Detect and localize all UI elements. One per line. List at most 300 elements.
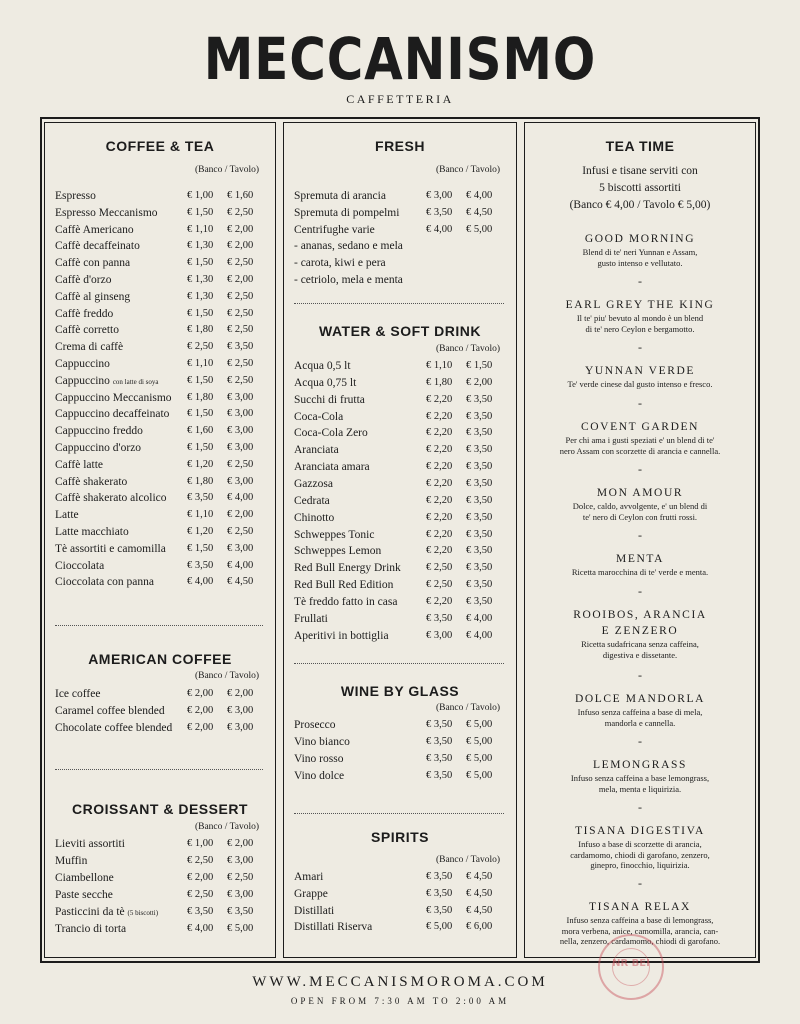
- item-name-text: Vino rosso: [294, 753, 344, 765]
- price-tavolo: € 2,00: [227, 274, 254, 285]
- item-name: [55, 440, 141, 456]
- price-banco: € 2,20: [426, 461, 453, 473]
- price-tavolo: € 4,00: [227, 492, 254, 504]
- price-banco: € 1,80: [426, 376, 453, 388]
- price-banco: € 3,50: [187, 559, 214, 571]
- tea-item: [525, 691, 755, 728]
- tea-intro-line: (Banco € 4,00 / Tavolo € 5,00): [569, 199, 711, 211]
- tea-description: gusto intenso e vellutato.: [597, 257, 683, 268]
- menu-item: [294, 510, 504, 526]
- tea-item: [525, 363, 755, 390]
- menu-item: [55, 205, 263, 221]
- price-header: (Banco / Tavolo): [435, 703, 500, 713]
- tea-description: nella, zenzero, cardamomo, chiodi di garofano.: [559, 936, 721, 946]
- menu-item: [294, 543, 504, 559]
- price-banco: € 2,20: [426, 427, 453, 439]
- price-tavolo: € 3,00: [227, 408, 254, 420]
- price-banco: € 3,50: [426, 612, 453, 624]
- price-tavolo: € 5,00: [466, 223, 493, 235]
- menu-item: [55, 222, 263, 238]
- price-tavolo: € 3,50: [466, 477, 493, 489]
- menu-item: [294, 886, 504, 902]
- tea-separator: -: [638, 528, 642, 542]
- price-tavolo: € 3,00: [227, 855, 254, 866]
- item-name-text: Gazzosa: [294, 477, 333, 490]
- item-name: [294, 577, 393, 593]
- item-name-text: Cappuccino freddo: [55, 425, 143, 438]
- price-tavolo: € 2,50: [227, 358, 254, 369]
- item-name: [294, 442, 339, 458]
- tea-name: MON AMOUR: [596, 487, 684, 499]
- item-name: [294, 919, 372, 935]
- tea-item: [525, 551, 755, 578]
- item-name-text: Cappuccino: [55, 358, 110, 370]
- item-name-text: Cappuccino: [55, 374, 110, 387]
- section-title-american-coffee: AMERICAN COFFEE: [88, 651, 232, 667]
- item-name: [55, 686, 100, 702]
- item-name: [55, 541, 166, 557]
- column-right: [524, 122, 756, 958]
- item-name-text: Caffè shakerato alcolico: [55, 492, 167, 505]
- item-name-text: Schweppes Tonic: [294, 528, 375, 541]
- section-title-tea-time: TEA TIME: [605, 138, 675, 154]
- item-name-text: Caffè decaffeinato: [55, 240, 140, 253]
- section-divider: [294, 303, 504, 304]
- price-banco: € 2,50: [187, 889, 214, 900]
- price-banco: € 1,50: [187, 408, 214, 420]
- price-header: (Banco / Tavolo): [435, 344, 500, 354]
- price-tavolo: € 2,50: [227, 324, 254, 336]
- price-banco: € 1,00: [187, 190, 214, 201]
- item-name-text: Distillati Riserva: [294, 921, 373, 934]
- price-banco: € 3,50: [426, 887, 453, 899]
- price-tavolo: € 3,00: [227, 442, 254, 453]
- item-name-text: Schweppes Lemon: [294, 545, 382, 558]
- item-name: [294, 527, 374, 543]
- item-name-text: Acqua 0,75 lt: [294, 376, 357, 389]
- menu-item: [294, 577, 504, 593]
- menu-item: [294, 375, 504, 391]
- menu-item: [55, 870, 263, 886]
- item-name: [294, 543, 381, 559]
- item-name: [55, 558, 104, 574]
- price-tavolo: € 4,00: [227, 559, 254, 571]
- item-name: [294, 734, 350, 750]
- menu-item: [294, 594, 504, 610]
- item-name-text: Coca-Cola Zero: [294, 427, 368, 440]
- item-name: [55, 390, 172, 406]
- item-name-text: - cetriolo, mela e menta: [294, 274, 403, 286]
- column-middle: [283, 122, 517, 958]
- price-banco: € 2,20: [426, 477, 453, 489]
- item-name-text: Succhi di frutta: [294, 393, 365, 406]
- price-tavolo: € 1,60: [227, 190, 254, 201]
- item-name-text: Caffè shakerato: [55, 475, 128, 488]
- item-name: [294, 425, 368, 441]
- item-name: [294, 903, 334, 919]
- item-name: [55, 373, 159, 390]
- menu-item: [294, 611, 504, 627]
- menu-item: [294, 768, 504, 784]
- menu-item: [294, 272, 504, 288]
- item-name-text: Red Bull Red Edition: [294, 579, 394, 592]
- tea-separator: -: [638, 800, 642, 814]
- menu-item: [294, 425, 504, 441]
- menu-item: [294, 392, 504, 408]
- item-name: [55, 188, 96, 204]
- menu-item: [55, 541, 263, 557]
- price-tavolo: € 5,00: [466, 753, 493, 764]
- price-tavolo: € 2,50: [227, 206, 254, 218]
- price-banco: € 1,80: [187, 324, 214, 336]
- item-name: [294, 717, 336, 733]
- menu-item: [294, 869, 504, 885]
- tea-item: [525, 297, 755, 334]
- price-banco: € 3,50: [426, 871, 453, 882]
- item-name: [294, 409, 343, 425]
- tea-name: ROOIBOS, ARANCIA: [573, 609, 707, 621]
- item-name: [55, 356, 110, 372]
- menu-item: [294, 255, 504, 271]
- item-name: [294, 886, 328, 902]
- price-banco: € 1,80: [187, 391, 214, 403]
- tea-description: Dolce, caldo, avvolgente, e' un blend di: [572, 501, 708, 511]
- price-banco: € 1,50: [187, 374, 214, 386]
- price-banco: € 3,50: [426, 206, 453, 218]
- menu-item: [55, 507, 263, 523]
- price-header: (Banco / Tavolo): [194, 822, 259, 832]
- item-name-text: Caffè Americano: [55, 223, 134, 236]
- item-name-text: Tè assortiti e camomilla: [55, 542, 166, 555]
- price-tavolo: € 2,00: [227, 838, 254, 849]
- menu-item: [55, 373, 263, 389]
- price-banco: € 1,30: [187, 240, 214, 252]
- item-name: [55, 457, 103, 473]
- price-tavolo: € 3,50: [227, 341, 254, 353]
- price-banco: € 2,00: [187, 688, 214, 699]
- price-tavolo: € 3,50: [227, 906, 254, 917]
- item-name: [294, 476, 333, 492]
- item-name: [55, 703, 165, 719]
- item-name: [294, 560, 401, 576]
- price-tavolo: € 4,00: [466, 190, 493, 201]
- item-note: (5 biscotti): [127, 909, 159, 917]
- menu-item: [55, 853, 263, 869]
- menu-item: [294, 493, 504, 509]
- menu-item: [55, 339, 263, 355]
- item-name-text: Vino dolce: [294, 770, 345, 782]
- tea-description: mela, menta e liquirizia.: [598, 783, 682, 794]
- item-name-text: Aranciata amara: [294, 461, 370, 474]
- section-title-water-soft: WATER & SOFT DRINK: [319, 323, 481, 339]
- price-header: (Banco / Tavolo): [435, 855, 500, 865]
- tea-description: ginepro, finocchio, liquirizia.: [590, 860, 690, 870]
- price-tavolo: € 2,00: [227, 509, 254, 521]
- item-name: [55, 836, 125, 852]
- item-name: [294, 272, 403, 288]
- menu-item: [55, 558, 263, 574]
- price-banco: € 1,50: [187, 307, 214, 319]
- item-name-text: Grappe: [294, 887, 328, 900]
- item-name: [294, 869, 323, 885]
- tea-name: E ZENZERO: [601, 625, 679, 637]
- menu-item: [294, 358, 504, 374]
- price-tavolo: € 3,50: [466, 393, 493, 405]
- item-name-text: Coca-Cola: [294, 410, 344, 423]
- item-name-text: Espresso Meccanismo: [55, 206, 158, 219]
- item-name-text: Latte: [55, 509, 79, 522]
- menu-item: [55, 255, 263, 271]
- menu-item: [55, 238, 263, 254]
- menu-item: [55, 904, 263, 920]
- price-banco: € 1,60: [187, 425, 214, 437]
- menu-item: [55, 887, 263, 903]
- price-tavolo: € 3,00: [227, 391, 254, 403]
- price-tavolo: € 4,00: [466, 612, 493, 624]
- tea-description: mandorla e cannella.: [604, 717, 676, 728]
- item-name: [294, 510, 334, 526]
- tea-name: TISANA RELAX: [589, 901, 691, 913]
- item-name-text: Chinotto: [294, 511, 335, 524]
- item-name-text: Chocolate coffee blended: [55, 722, 173, 734]
- item-name-text: Red Bull Energy Drink: [294, 562, 401, 575]
- tea-separator: -: [638, 396, 642, 410]
- item-name: [55, 255, 130, 271]
- price-tavolo: € 2,50: [227, 526, 254, 537]
- menu-item: [55, 921, 263, 937]
- item-name-text: - ananas, sedano e mela: [294, 240, 403, 253]
- menu-item: [55, 490, 263, 506]
- price-tavolo: € 3,50: [466, 410, 493, 422]
- tea-item: [525, 485, 755, 522]
- item-name: [55, 870, 114, 886]
- price-tavolo: € 4,50: [466, 904, 493, 916]
- item-name-text: Centrifughe varie: [294, 223, 375, 236]
- price-tavolo: € 2,50: [227, 374, 254, 386]
- price-banco: € 3,50: [426, 904, 453, 916]
- price-banco: € 3,50: [187, 906, 214, 917]
- price-tavolo: € 2,00: [227, 223, 254, 235]
- price-banco: € 2,20: [426, 393, 453, 405]
- price-tavolo: € 5,00: [466, 719, 493, 730]
- menu-item: [55, 574, 263, 590]
- price-tavolo: € 3,50: [466, 579, 493, 591]
- tea-description: Blend di te' neri Yunnan e Assam,: [582, 247, 698, 257]
- price-tavolo: € 5,00: [227, 923, 254, 934]
- price-banco: € 3,50: [426, 753, 453, 764]
- tea-separator: -: [638, 340, 642, 354]
- item-name-text: Ice coffee: [55, 688, 101, 700]
- column-left: [44, 122, 276, 958]
- tea-description: di te' nero Ceylon e bergamotto.: [585, 323, 695, 334]
- price-banco: € 2,20: [426, 511, 453, 523]
- item-name-text: Caramel coffee blended: [55, 705, 165, 717]
- price-banco: € 2,20: [426, 545, 453, 557]
- menu-item: [55, 406, 263, 422]
- item-name-text: Tè freddo fatto in casa: [294, 595, 398, 608]
- item-name-text: Caffè freddo: [55, 307, 114, 320]
- tea-name: LEMONGRASS: [593, 759, 687, 771]
- item-name: [294, 611, 328, 627]
- menu-item: [294, 476, 504, 492]
- item-name-text: Acqua 0,5 lt: [294, 360, 351, 372]
- section-divider: [55, 625, 263, 626]
- tea-description: Infuso senza caffeina a base lemongrass,: [570, 773, 710, 783]
- price-tavolo: € 3,00: [227, 542, 254, 554]
- menu-item: [55, 457, 263, 473]
- item-name: [294, 594, 397, 610]
- item-name-text: Trancio di torta: [55, 923, 127, 935]
- price-banco: € 1,50: [187, 206, 214, 218]
- price-banco: € 2,50: [187, 341, 214, 353]
- tea-separator: -: [638, 274, 642, 288]
- menu-item: [55, 322, 263, 338]
- menu-item: [55, 720, 263, 736]
- menu-item: [55, 686, 263, 702]
- price-banco: € 1,50: [187, 442, 214, 453]
- price-banco: € 2,00: [187, 705, 214, 716]
- price-banco: € 4,00: [426, 223, 453, 235]
- item-name: [55, 289, 130, 305]
- price-tavolo: € 3,00: [227, 889, 254, 900]
- item-name-text: Cappuccino d'orzo: [55, 442, 142, 454]
- item-name: [294, 238, 403, 254]
- price-tavolo: € 2,50: [227, 290, 254, 302]
- item-name: [55, 238, 140, 254]
- tea-description: Per chi ama i gusti speziati e' un blend di te': [565, 435, 715, 445]
- menu-item: [55, 356, 263, 372]
- price-tavolo: € 2,00: [227, 240, 254, 252]
- price-banco: € 2,50: [426, 562, 453, 574]
- menu-item: [294, 628, 504, 644]
- item-note: con latte di soya: [112, 377, 159, 386]
- section-title-croissant-dessert: CROISSANT & DESSERT: [72, 801, 248, 817]
- tea-description: Infuso senza caffeina a base di mela,: [577, 707, 703, 717]
- item-name: [55, 306, 113, 322]
- menu-item: [55, 524, 263, 540]
- opening-hours: OPEN FROM 7:30 AM TO 2:00 AM: [290, 996, 510, 1006]
- tea-separator: -: [638, 462, 642, 476]
- item-name: [55, 272, 111, 288]
- price-banco: € 5,00: [426, 921, 453, 933]
- tea-name: COVENT GARDEN: [580, 421, 700, 433]
- item-name: [55, 887, 113, 903]
- price-banco: € 1,30: [187, 290, 214, 302]
- item-name: [55, 853, 87, 869]
- price-banco: € 2,50: [426, 579, 453, 591]
- price-banco: € 2,20: [426, 528, 453, 540]
- price-header: (Banco / Tavolo): [194, 671, 259, 681]
- section-title-coffee-tea: COFFEE & TEA: [105, 138, 215, 154]
- price-banco: € 3,50: [187, 492, 214, 504]
- item-name-text: Spremuta di pompelmi: [294, 206, 400, 219]
- tea-item: [525, 419, 755, 456]
- price-tavolo: € 3,50: [466, 511, 493, 523]
- price-tavolo: € 3,50: [466, 494, 493, 506]
- item-name-text: Muffin: [55, 855, 88, 867]
- price-tavolo: € 3,00: [227, 705, 254, 716]
- item-name-text: Crema di caffè: [55, 341, 124, 354]
- item-name-text: Ciambellone: [55, 872, 114, 884]
- menu-item: [294, 442, 504, 458]
- price-tavolo: € 4,50: [466, 206, 493, 218]
- item-name-text: Amari: [294, 871, 324, 883]
- section-divider: [294, 663, 504, 664]
- menu-item: [294, 409, 504, 425]
- item-name-text: Aperitivi in bottiglia: [294, 629, 389, 642]
- item-name: [55, 921, 126, 937]
- tea-separator: -: [638, 876, 642, 890]
- menu-item: [55, 440, 263, 456]
- tea-item: [525, 607, 755, 660]
- menu-item: [294, 903, 504, 919]
- item-name-text: Espresso: [55, 190, 96, 202]
- item-name: [55, 222, 134, 238]
- price-tavolo: € 6,00: [466, 921, 493, 933]
- price-banco: € 1,30: [187, 274, 214, 285]
- menu-item: [294, 919, 504, 935]
- price-banco: € 2,20: [426, 595, 453, 607]
- menu-item: [55, 703, 263, 719]
- price-banco: € 1,50: [187, 542, 214, 554]
- stamp-watermark: NR BEI: [598, 934, 664, 1000]
- tea-description: Ricetta marocchina di te' verde e menta.: [571, 567, 709, 577]
- price-banco: € 2,00: [187, 872, 214, 883]
- price-tavolo: € 3,50: [466, 444, 493, 456]
- item-name-text: Cappuccino decaffeinato: [55, 408, 170, 421]
- item-name: [294, 188, 386, 204]
- price-banco: € 3,50: [426, 719, 453, 730]
- tea-description: Infuso senza caffeina a base di lemongrass,: [566, 915, 714, 925]
- menu-item: [294, 751, 504, 767]
- item-name-text: Caffè al ginseng: [55, 290, 131, 303]
- section-title-spirits: SPIRITS: [371, 829, 429, 845]
- item-name: [55, 490, 167, 506]
- item-name-text: Caffè d'orzo: [55, 274, 112, 286]
- price-tavolo: € 2,50: [227, 307, 254, 319]
- item-name-text: Vino bianco: [294, 736, 350, 748]
- price-tavolo: € 2,50: [227, 458, 254, 470]
- price-banco: € 1,00: [187, 838, 214, 849]
- item-name-text: Caffè con panna: [55, 257, 131, 270]
- website-link[interactable]: WWW.MECCANISMOROMA.COM: [252, 974, 548, 990]
- price-header: (Banco / Tavolo): [435, 165, 500, 175]
- price-banco: € 1,10: [187, 223, 214, 235]
- menu-item: [294, 188, 504, 204]
- tea-description: Infuso a base di scorzette di arancia,: [578, 839, 702, 849]
- tea-name: TISANA DIGESTIVA: [575, 825, 705, 837]
- price-tavolo: € 3,00: [227, 475, 254, 487]
- item-name: [294, 768, 344, 784]
- menu-item: [294, 459, 504, 475]
- item-name-text: Paste secche: [55, 889, 113, 901]
- price-banco: € 3,50: [426, 770, 453, 781]
- tea-description: digestiva e dissetante.: [602, 649, 678, 660]
- price-tavolo: € 4,50: [227, 576, 254, 588]
- tea-description: nero Assam con scorzette di arancia e cannella.: [559, 445, 721, 456]
- item-name: [294, 255, 386, 271]
- item-name-text: Cioccolata: [55, 559, 105, 572]
- tea-separator: -: [638, 734, 642, 748]
- price-banco: € 2,00: [187, 722, 214, 733]
- menu-item: [55, 289, 263, 305]
- item-name: [294, 375, 356, 391]
- item-name-text: - carota, kiwi e pera: [294, 257, 386, 270]
- tea-name: YUNNAN VERDE: [584, 365, 696, 377]
- price-tavolo: € 3,50: [466, 528, 493, 540]
- tea-name: MENTA: [616, 553, 664, 565]
- tea-description: Ricetta sudafricana senza caffeina,: [581, 639, 699, 649]
